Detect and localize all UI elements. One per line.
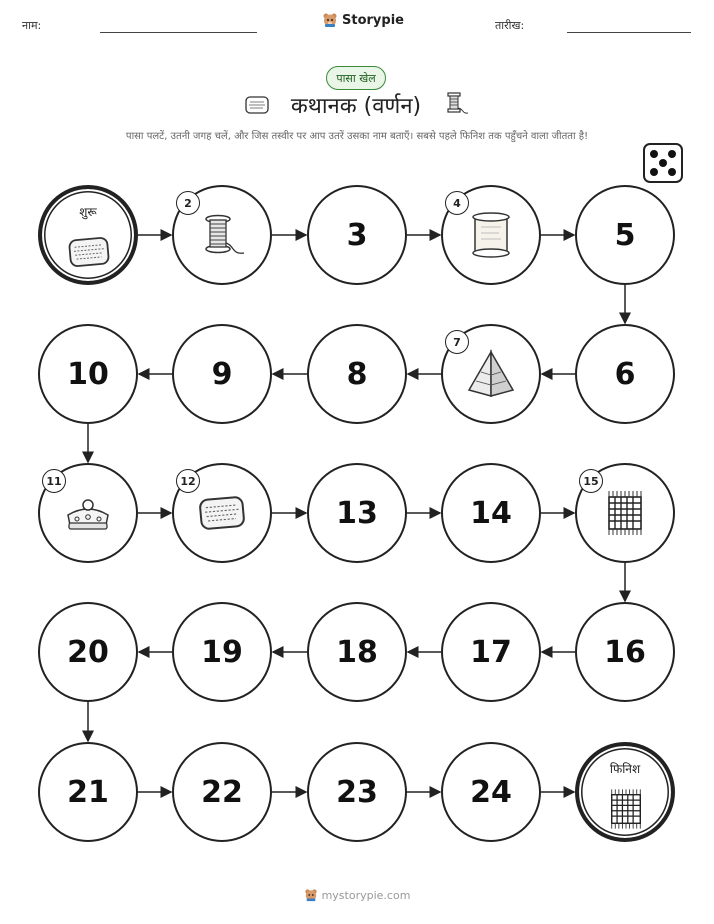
cell-number: 16 <box>604 634 646 670</box>
pyramid-icon <box>463 346 519 402</box>
cell-number-badge: 12 <box>176 469 200 493</box>
cell-number-badge: 7 <box>445 330 469 354</box>
thread-spool-icon <box>194 207 250 263</box>
board-cell-5[interactable] <box>575 185 675 285</box>
board-cell-22[interactable] <box>172 742 272 842</box>
cell-number: 9 <box>211 356 233 392</box>
cell-number: 18 <box>336 634 378 670</box>
finish-label: फिनिश <box>609 762 641 776</box>
crown-icon <box>60 485 116 541</box>
board-cell-2[interactable] <box>172 185 272 285</box>
board-cell-6[interactable] <box>575 324 675 424</box>
board-cell-20[interactable] <box>38 602 138 702</box>
footer-url: mystorypie.com <box>321 888 411 902</box>
board-cell-13[interactable] <box>307 463 407 563</box>
board-cell-12[interactable] <box>172 463 272 563</box>
cell-number: 21 <box>67 774 109 810</box>
board-cell-11[interactable] <box>38 463 138 563</box>
woven-mat-icon <box>597 485 653 541</box>
start-cell[interactable] <box>38 185 138 285</box>
cell-number-badge: 4 <box>445 191 469 215</box>
bear-icon <box>304 888 318 902</box>
name-label: नाम: <box>22 19 42 32</box>
cell-number: 22 <box>201 774 243 810</box>
cell-number-badge: 11 <box>42 469 66 493</box>
board-cell-4[interactable] <box>441 185 541 285</box>
board-cell-18[interactable] <box>307 602 407 702</box>
cell-number: 5 <box>614 217 636 253</box>
footer <box>0 888 714 902</box>
cell-number: 17 <box>470 634 512 670</box>
cell-number: 20 <box>67 634 109 670</box>
cell-number: 10 <box>67 356 109 392</box>
woven-mat-icon <box>601 784 651 834</box>
tablet-icon <box>194 485 250 541</box>
board-cell-17[interactable] <box>441 602 541 702</box>
instructions: पासा पलटें, उतनी जगह चलें, और जिस तस्वीर पर आप उतरें उसका नाम बताएँ। सबसे पहले फिनिश तक पहुँचने वाला जीतता है! <box>125 131 589 142</box>
board-cell-23[interactable] <box>307 742 407 842</box>
board-cell-7[interactable] <box>441 324 541 424</box>
cell-number: 6 <box>614 356 636 392</box>
brand-name: Storypie <box>342 12 404 28</box>
game-type-badge: पासा खेल <box>326 66 386 90</box>
cell-number: 23 <box>336 774 378 810</box>
cell-number: 14 <box>470 495 512 531</box>
start-label: शुरू <box>79 205 97 219</box>
board-cell-10[interactable] <box>38 324 138 424</box>
tablet-icon <box>64 227 114 277</box>
cell-number: 8 <box>346 356 368 392</box>
board-cell-3[interactable] <box>307 185 407 285</box>
cell-number: 24 <box>470 774 512 810</box>
board-cell-8[interactable] <box>307 324 407 424</box>
board-cell-21[interactable] <box>38 742 138 842</box>
scroll-icon <box>463 207 519 263</box>
cell-number-badge: 15 <box>579 469 603 493</box>
cell-number: 13 <box>336 495 378 531</box>
date-label: तारीख: <box>495 19 525 32</box>
board-cell-15[interactable] <box>575 463 675 563</box>
page-title-text: कथानक (वर्णन) <box>290 94 422 119</box>
board-cell-24[interactable] <box>441 742 541 842</box>
board-cell-16[interactable] <box>575 602 675 702</box>
board-cell-19[interactable] <box>172 602 272 702</box>
finish-cell[interactable] <box>575 742 675 842</box>
cell-number: 19 <box>201 634 243 670</box>
cell-number: 3 <box>346 217 368 253</box>
board-cell-14[interactable] <box>441 463 541 563</box>
board-cell-9[interactable] <box>172 324 272 424</box>
cell-number-badge: 2 <box>176 191 200 215</box>
